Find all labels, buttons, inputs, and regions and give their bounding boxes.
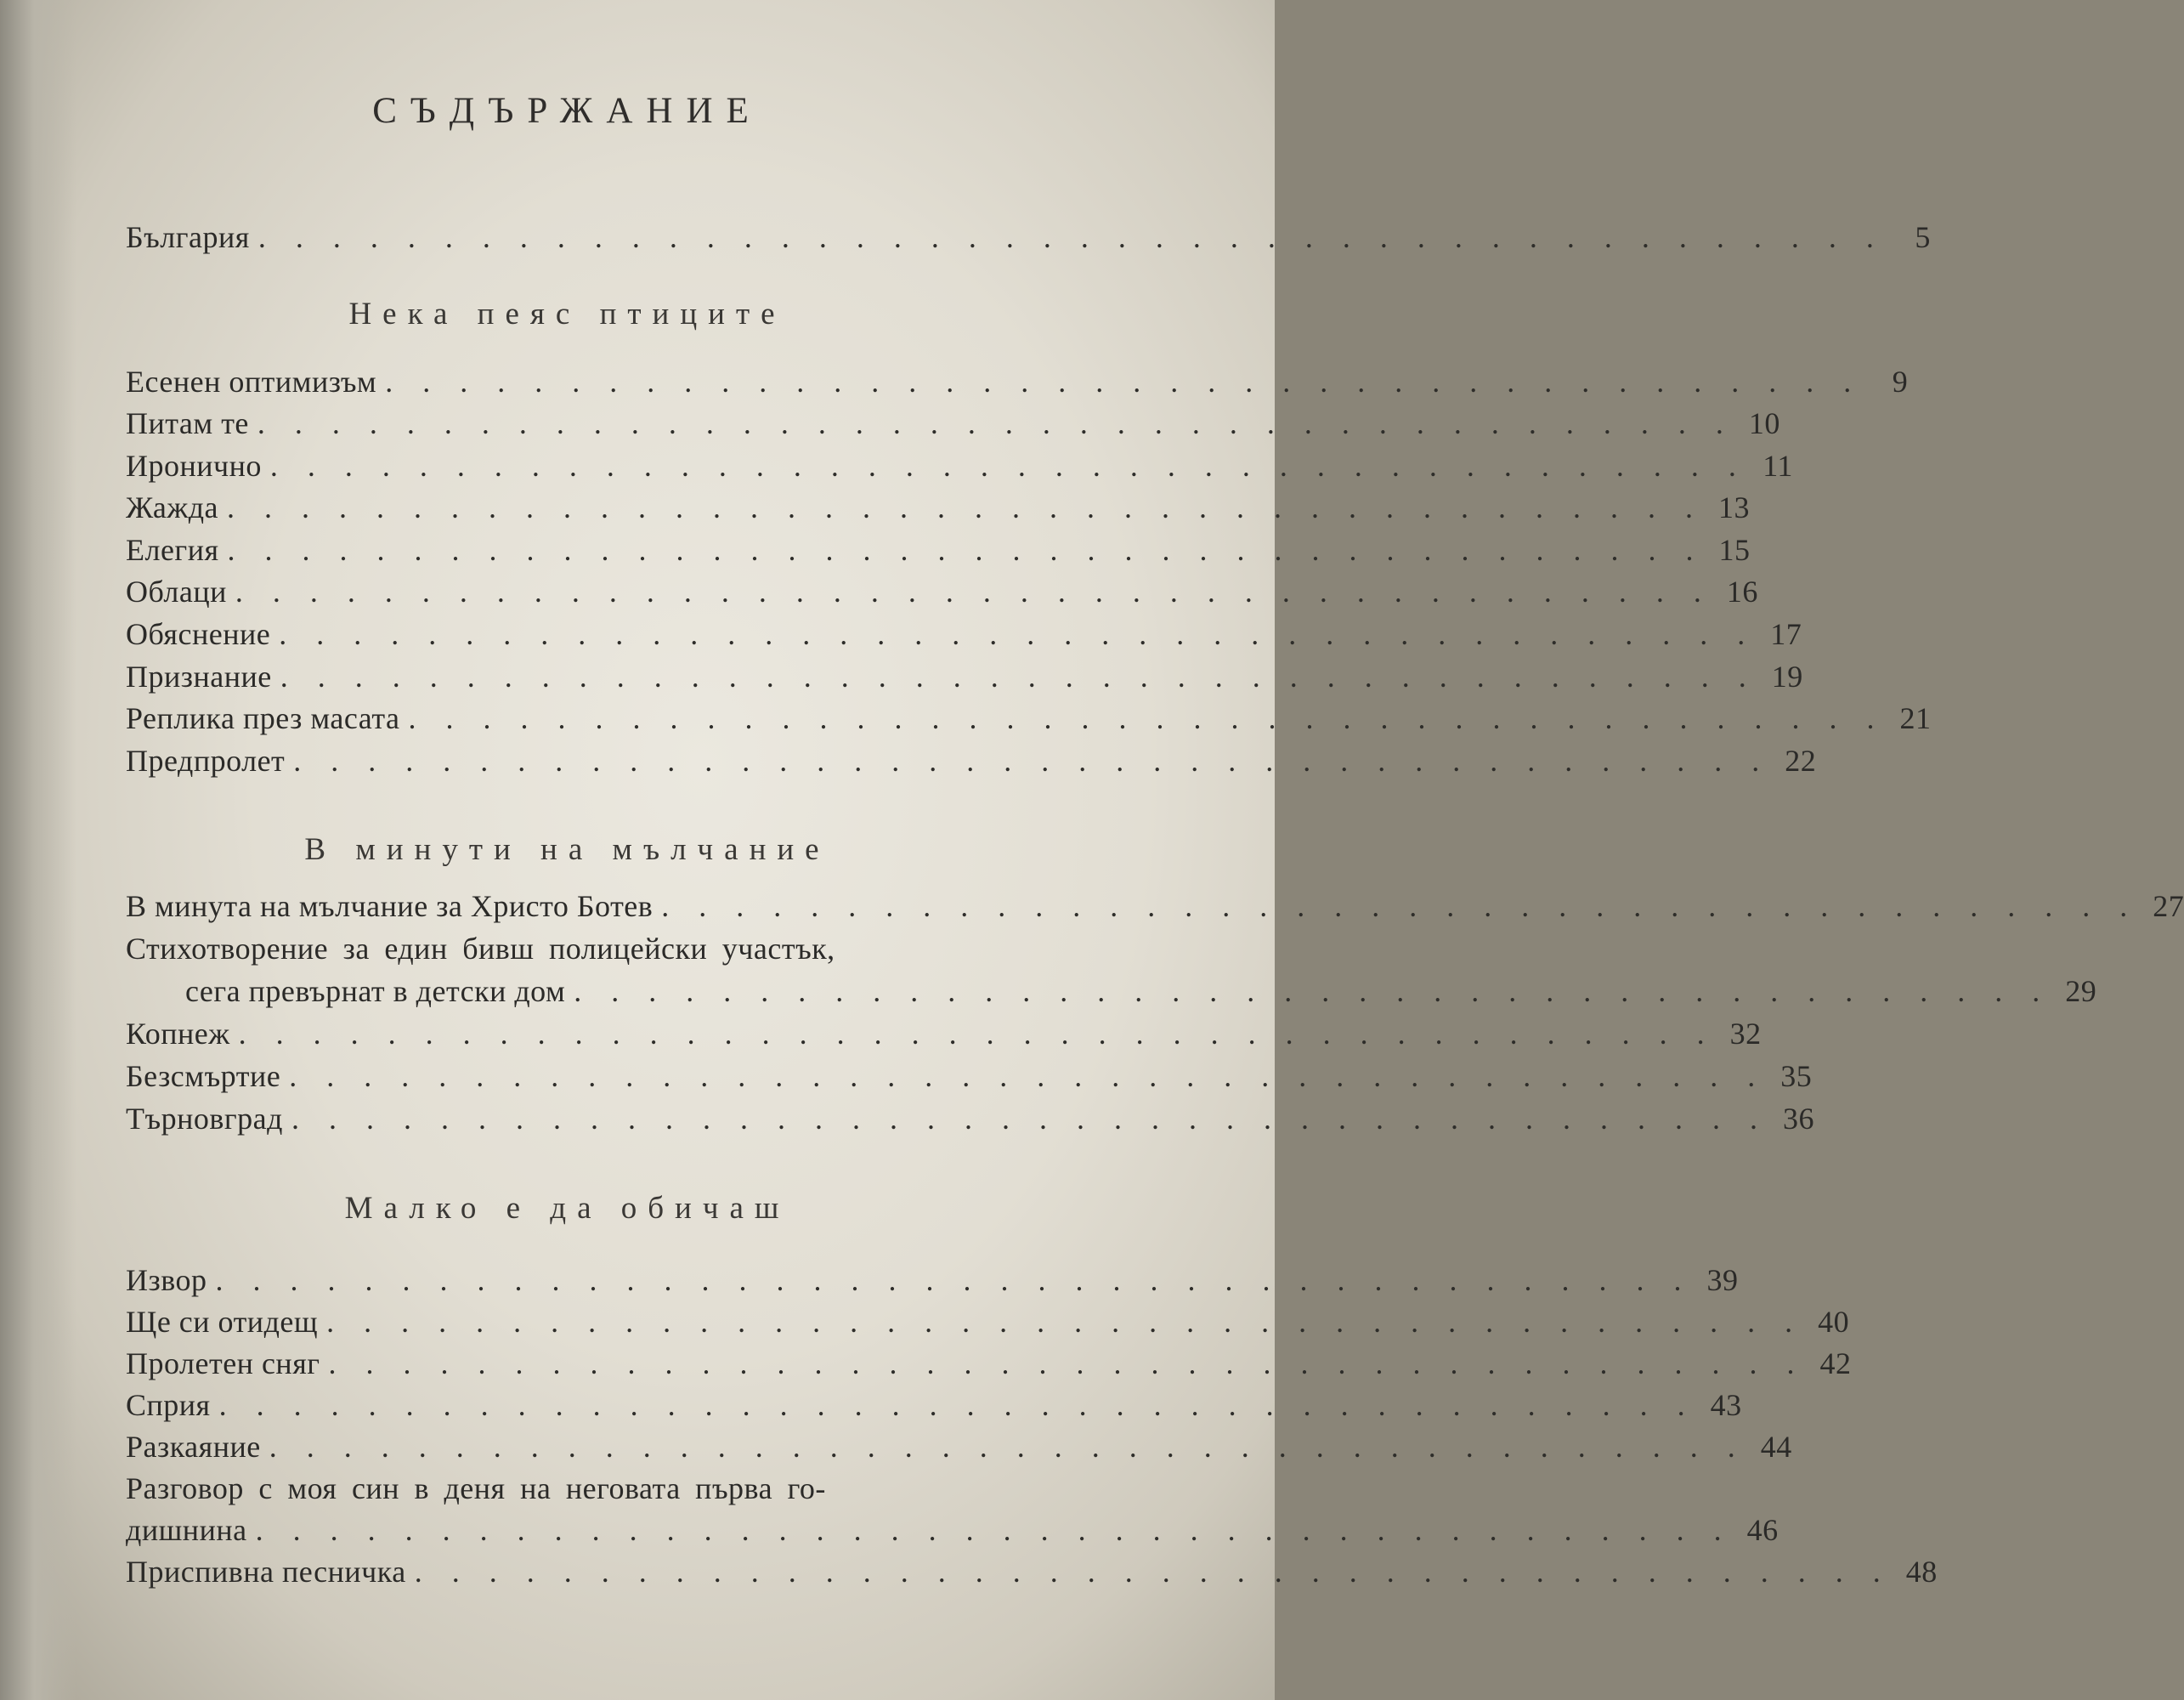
toc-entry [126,1554,1938,1595]
entry-page-number: 11 [1762,449,1793,483]
entry-label: Приспивна песничка [126,1555,406,1589]
entry-page-number: 29 [2065,974,2097,1008]
entry-label: Жажда [126,490,219,524]
section-heading: Малко е да обичаш [344,1191,790,1226]
entry-label: Реплика през масата [126,701,400,735]
entry-page-number: 9 [1892,365,1909,399]
entry-label: Признание [126,660,272,694]
dot-leader: . . . . . . . . . . . . . . . . . . . . . . . . . . . . . . . . . . . . . . . . [385,365,1863,399]
entry-label: сега превърнат в детски дом [185,974,566,1008]
entry-page-number: 46 [1746,1513,1779,1547]
entry-label: Сприя [126,1388,211,1422]
toc-entry [126,1470,1010,1511]
toc-entry [126,743,1817,784]
dot-leader: . . . . . . . . . . . . . . . . . . . . . . . . . . . . . . . . . . . . . . . . [280,660,1757,694]
section-heading: Нека пеяс птиците [348,297,786,332]
entry-page-number: 16 [1726,575,1758,609]
toc-entry [126,1387,1742,1428]
dot-leader: . . . . . . . . . . . . . . . . . . . . . . . . . . . . . . . . . . . . . . . . [257,406,1734,440]
entry-label: Предпролет [126,744,286,778]
entry-label: Стихотворение за един бивш полицейски участък, [126,932,835,966]
entry-page-number: 42 [1819,1346,1852,1380]
toc-entry [126,1101,1814,1142]
entry-page-number: 39 [1706,1263,1739,1297]
entry-page-number: 10 [1748,406,1780,440]
entry-label: Безсмъртие [126,1059,281,1093]
dot-leader: . . . . . . . . . . . . . . . . . . . . . . . . . . . . . . . . . . . . . . . . [269,1430,1746,1464]
entry-page-number: 48 [1905,1555,1938,1589]
entry-label: Обяснение [126,617,271,651]
entry-label: дишнина [126,1513,247,1547]
toc-entry [126,700,1932,741]
entry-label: Пролетен сняг [126,1346,320,1380]
entry-page-number: 27 [2153,889,2184,923]
dot-leader: . . . . . . . . . . . . . . . . . . . . . . . . . . . . . . . . . . . . . . . . [414,1555,1892,1589]
dot-leader: . . . . . . . . . . . . . . . . . . . . . . . . . . . . . . . . . . . . . . . . [227,533,1705,567]
entry-page-number: 21 [1899,701,1932,735]
entry-page-number: 22 [1785,744,1817,778]
dot-leader: . . . . . . . . . . . . . . . . . . . . . . . . . . . . . . . . . . . . . . . . [269,449,1747,483]
toc-entry [126,1304,1850,1345]
toc-entry [126,1262,1739,1303]
dot-leader: . . . . . . . . . . . . . . . . . . . . . . . . . . . . . . . . . . . . . . . . [574,974,2051,1008]
entry-label: Извор [126,1263,207,1297]
dot-leader: . . . . . . . . . . . . . . . . . . . . . . . . . . . . . . . . . . . . . . . . [235,575,1712,609]
entry-label: Копнеж [126,1017,230,1051]
dot-leader: . . . . . . . . . . . . . . . . . . . . . . . . . . . . . . . . . . . . . . . . [238,1017,1716,1051]
toc-entry [126,532,1751,573]
toc-entry [126,1016,1762,1057]
entry-page-number: 44 [1760,1430,1792,1464]
section-heading: В минути на мълчание [304,832,830,867]
toc-entry [126,616,1802,657]
toc-entry [126,448,1793,489]
entry-page-number: 36 [1782,1102,1814,1136]
toc-entry [126,659,1803,700]
toc-entry [126,931,1001,972]
dot-leader: . . . . . . . . . . . . . . . . . . . . . . . . . . . . . . . . . . . . . . . . [293,744,1771,778]
entry-label: Есенен оптимизъм [126,365,377,399]
dot-leader: . . . . . . . . . . . . . . . . . . . . . . . . . . . . . . . . . . . . . . . . [279,617,1757,651]
toc-entry [126,219,1931,260]
entry-page-number: 15 [1718,533,1751,567]
entry-label: Разкаяние [126,1430,261,1464]
entry-label: Облаци [126,575,227,609]
entry-label: В минута на мълчание за Христо Ботев [126,889,654,923]
entry-label: Питам те [126,406,249,440]
toc-entry [126,574,1758,615]
dot-leader: . . . . . . . . . . . . . . . . . . . . . . . . . . . . . . . . . . . . . . . . [291,1102,1768,1136]
entry-label: Ще си отидещ [126,1305,319,1339]
toc-entry [126,490,1751,530]
dot-leader: . . . . . . . . . . . . . . . . . . . . . . . . . . . . . . . . . . . . . . . . [227,490,1705,524]
dot-leader: . . . . . . . . . . . . . . . . . . . . . . . . . . . . . . . . . . . . . . . . [661,889,2139,923]
entry-page-number: 43 [1710,1388,1742,1422]
entry-page-number: 35 [1780,1059,1813,1093]
entry-page-number: 32 [1729,1017,1762,1051]
dot-leader: . . . . . . . . . . . . . . . . . . . . . . . . . . . . . . . . . . . . . . . . . . . . [257,220,1885,254]
dot-leader: . . . . . . . . . . . . . . . . . . . . . . . . . . . . . . . . . . . . . . . . [326,1305,1804,1339]
entry-label: България [126,220,250,254]
toc-entry [126,1512,1779,1553]
entry-page-number: 17 [1770,617,1802,651]
dot-leader: . . . . . . . . . . . . . . . . . . . . . . . . . . . . . . . . . . . . . . . . [215,1263,1693,1297]
toc-entry [126,1429,1792,1470]
dot-leader: . . . . . . . . . . . . . . . . . . . . . . . . . . . . . . . . . . . . . . . . [289,1059,1767,1093]
entry-label: Елегия [126,533,219,567]
dot-leader: . . . . . . . . . . . . . . . . . . . . . . . . . . . . . . . . . . . . . . . . [408,701,1886,735]
entry-label: Иронично [126,449,262,483]
dot-leader: . . . . . . . . . . . . . . . . . . . . . . . . . . . . . . . . . . . . . . . . [255,1513,1733,1547]
toc-entry [126,888,2184,929]
entry-page-number: 19 [1771,660,1803,694]
entry-label: Разговор с моя син в деня на неговата първа го- [126,1471,826,1505]
toc-entry [126,364,1909,405]
toc-entry [126,973,2097,1014]
entry-page-number: 40 [1818,1305,1850,1339]
toc-entry [126,1058,1813,1099]
entry-label: Търновград [126,1102,283,1136]
entry-page-number: 5 [1915,220,1931,254]
dot-leader: . . . . . . . . . . . . . . . . . . . . . . . . . . . . . . . . . . . . . . . . [218,1388,1696,1422]
page-title: СЪДЪРЖАНИЕ [372,91,762,131]
dot-leader: . . . . . . . . . . . . . . . . . . . . . . . . . . . . . . . . . . . . . . . . [328,1346,1806,1380]
entry-page-number: 13 [1718,490,1751,524]
toc-entry [126,1346,1852,1386]
toc-entry [126,405,1780,446]
